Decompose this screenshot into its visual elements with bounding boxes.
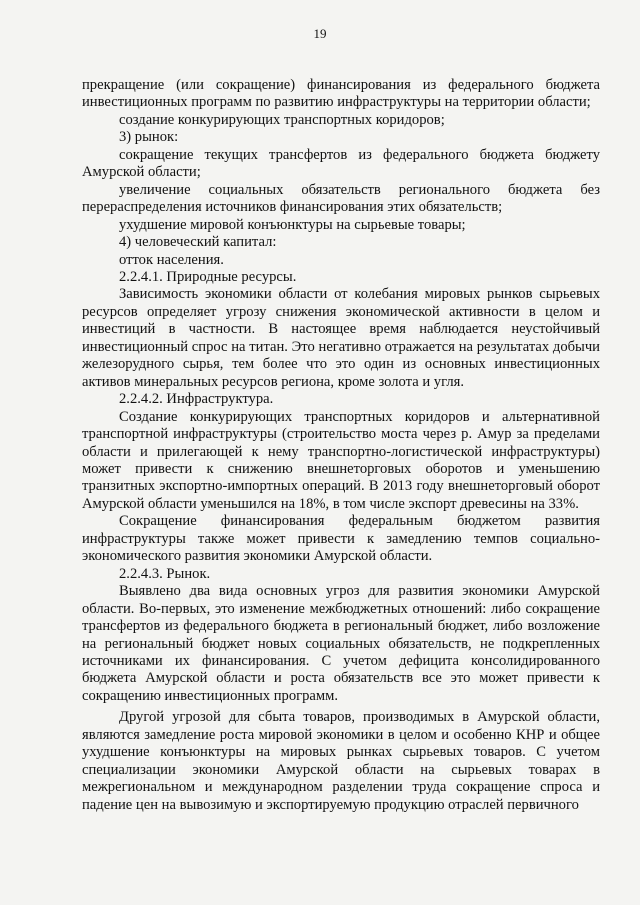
section-heading-2-2-4-1: 2.2.4.1. Природные ресурсы. [119,268,297,285]
page-number: 19 [313,26,327,41]
document-body [82,77,600,814]
section-heading-2-2-4-3: 2.2.4.3. Рынок. [119,565,211,582]
paragraph-12: Создание конкурирующих транспортных коридоров и альтернативной транспортной инфраструктуры (строительство моста через р. Амур за пределами области и прилегающей к нему транспортно-логистической инфраструктуры) может привести к снижению внешнеторговых оборотов и уменьшению транзитных экспортно-импортных операций. В 2013 году внешнеторговый оборот Амурской области уменьшился на 18%, в том числе экспорт древесины на 33%. [82,408,600,512]
paragraph-8: отток населения. [119,251,224,268]
paragraph-16: Другой угрозой для сбыта товаров, производимых в Амурской области, являются замедление роста мировой экономики в целом и особенно КНР и общее ухудшение конъюнктуры на мировых рынках сырьевых товаров. С учетом специализации экономики Амурской области на сырьевых товарах в межрегиональном и международном разделении труда сокращение спроса и падение цен на вывозимую и экспортируемую продукцию отраслей первичного [82,709,600,813]
paragraph-5: увеличение социальных обязательств регионального бюджета без перераспределения источников финансирования этих обязательств; [82,181,600,216]
paragraph-2: создание конкурирующих транспортных коридоров; [119,111,445,128]
paragraph-4: сокращение текущих трансфертов из федерального бюджета бюджету Амурской области; [82,146,600,181]
paragraph-10: Зависимость экономики области от колебания мировых рынков сырьевых ресурсов определяет угрозу снижения экономической активности в целом и инвестиций в частности. В настоящее время наблюдается неустойчивый инвестиционный спрос на титан. Это негативно отражается на результатах добычи железорудного сырья, тем более что это один из основных инвестиционных активов минеральных ресурсов региона, кроме золота и угля. [82,286,600,390]
paragraph-7: 4) человеческий капитал: [119,234,277,251]
paragraph-15: Выявлено два вида основных угроз для развития экономики Амурской области. Во-первых, это изменение межбюджетных отношений: либо сокращение трансфертов из федерального бюджета в региональный бюджет, либо возложение на региональный бюджет новых социальных обязательств, не подкрепленных источниками их финансирования. С учетом дефицита консолидированного бюджета Амурской области и роста обязательств все это может привести к сокращению инвестиционных программ. [82,583,600,704]
paragraph-3: 3) рынок: [119,129,179,146]
paragraph-1: прекращение (или сокращение) финансирования из федерального бюджета инвестиционных программ по развитию инфраструктуры на территории области; [82,77,600,111]
paragraph-6: ухудшение мировой конъюнктуры на сырьевые товары; [119,216,466,233]
paragraph-13: Сокращение финансирования федеральным бюджетом развития инфраструктуры также может привести к замедлению темпов социально-экономического развития экономики Амурской области. [82,513,600,565]
section-heading-2-2-4-2: 2.2.4.2. Инфраструктура. [119,391,274,408]
